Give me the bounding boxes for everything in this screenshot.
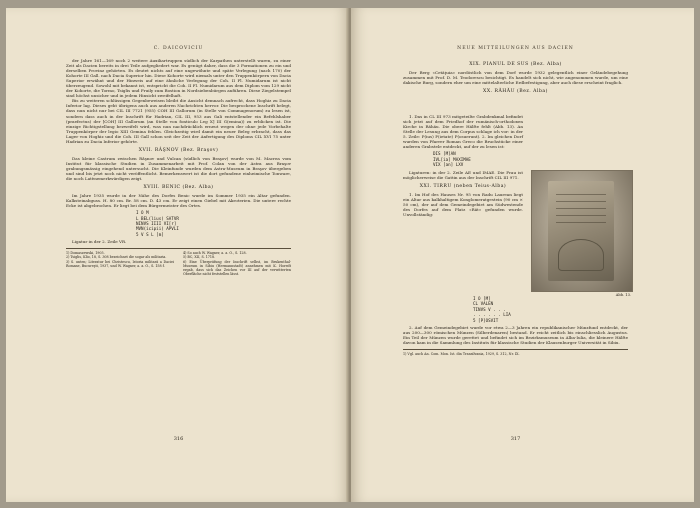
footnote: 1) Vgl. auch An. Com. Mon. Ist. din Transilvania, 1929, S. 312, Nr. IX. [403,352,520,357]
inscription [473,296,628,323]
section-heading: XXI. TIRRU (neben Teius-Alba) [419,183,507,189]
inscription-line: I O [M] [473,296,491,301]
figure-caption: Abb. 13. [615,293,631,297]
section-heading: XX. RĂHĂU (Bez. Alba) [483,89,548,95]
tombstone-photo [531,170,633,292]
paragraph: 2. Auf dem Gemeindegebiet wurde vor etwa 2—3 Jahren ein republikanischer Münzfund entdeckt, der aus 200—300 römischen Münzen (Silberdenaren) bestand. Er reicht zeitlich bis einschliesslich Augustus. Ein Teil der Münzen wurde gerettet und befindet sich im Bezirksmuseum in Alba-Iulia, die kleinere Hälfte davon kam in die Sammlung des Instituts für klassische Studien der Klausenburger Universität in Sibiu. [403,325,628,346]
inscription-line: TINVS V . . . [473,306,506,312]
paragraph: Im Jahre 1935 wurde in der Nähe des Dorfes Benic wurde im Sommer 1935 ein Altar gefunden. Kalksteinabguss. H. 80 cm. Br. 58 cm. D. 43 cm. Er zeigt einen Giebel mit Akroterien. Die untere rechte Ecke ist abgebrochen. Er liegt bei dem Bürgermeister des Ortes. [66,193,291,209]
left-text-column [66,58,291,276]
footnotes [66,248,291,276]
inscription-line: IVL[ia] MAXIMAE [433,156,471,162]
right-text-column-top [403,58,628,97]
footnote: 3) S. unten; Literatur bei Christescu, Istoria militară a Daciei Romane, Bucureşti, 1937, und W. Wagner, a. a. O., S. 158 f. [66,259,174,268]
paragraph: Bis zu weiteren schlüssigen Gegenbeweisen bleibt die Ansicht demnach aufrecht, dass Hoghiz zu Dacia Inferior lag. Dieses geht übrigens auch aus anderen Nachrichten hervor. Die besprochene Inschrift belegt, dass nun nicht nur bei CIL III 7721 (955) COH III Gallorum (in Stelle von Commagenorum) zu lesen ist, sondern dass auch in der Inschrift für Hadrian, CIL III, 953 aus Gali entstellender ein Befehlshaber (praefectus) der [COH] III Gallorum (an Stelle von fonticulo Leg X] III G(emina)) zu erblicken ist. Die einzige Richtigstellung bezweifelt wird, was nun nachdrücklich erneut wegen der ohne jede Vorbehalte Truppenkörper der legio XIII Gemina fehlen. Gleichzeitig wird damit ein neuer Beleg erbracht, dass das Lager von Hoghiz und die Coh. III Gall schon seit der Zeit der Anfertigung des Diploms CIL XVI 75 unter Hadrian zu Dacia Inferior gehörte. [66,98,291,144]
running-head: NEUE MITTEILUNGEN AUS DACIEN [457,46,574,51]
inscription [433,151,523,167]
right-page [351,8,694,502]
paragraph: Ligaturen: in der 2. Zeile AE und IMAE. Die Frau ist möglicherweise die Gattin aus der Inschrift CIL III 971. [403,169,523,180]
page-number: 316 [173,436,184,442]
footnote: 6) Eine Überprüfung der Inschrift selbst, im Brukenthal-Museum in Sibiu (Hermannstadt) annehmen mit K. Horedt ergab, dass sich das Zeichen vor III auf der verwitterten Oberfläche nicht feststellen lässt. [183,259,291,276]
footnotes [403,349,628,356]
inscription-line: CL VALEN [473,301,494,307]
inscription-line: NINVS IIII VI[r] [136,221,177,227]
section-heading: XVIII. BENIC (Bez. Alba) [143,185,214,191]
inscription-line: MVN(icipii) APVLI [136,226,179,232]
ligature-note: Ligatur in der 2. Zeile VR. [72,239,127,245]
footnote: 1) Domaszewski, 1905. [66,251,105,256]
footnote: 5) BC, XII, S. 1718. [183,255,216,260]
page-number: 317 [510,436,521,442]
inscription-line: 5 V S L [m] [136,231,164,237]
inscription-line: VIX [an] LXV [433,162,464,168]
inscription-line: I O M [136,210,149,216]
paragraph: Der Berg «Cetăţuia» nordöstlich von dem Dorf wurde 1932 gelegentlich einer Geländebegehung zusammen mit Prof. D. M. Teodorescu besichtigt. Es handelt sich nicht, wie angenommen wurde, um eine dakische Burg, sondern eher um eine mittelalterliche Erdbefestigung, aber auch diese erscheint fraglich. [403,70,628,86]
left-page [6,8,349,502]
paragraph: Das kleine Castrum zwischen Râşnov und Vulcan (südlich von Braşov) wurde von M. Macrea vom Institut für klassische Studien in Zusammenarbeit mit Prof. Colan von der Astra aus Braşov grabungsmässig eingehend untersucht. Die Kleinfunde wurden dem Astra-Museum in Braşov übergeben und sind bis jetzt noch nicht veröffentlicht. Bemerkenswert ist die dort gefundene einheimische Tonware, die noch Latènemerkwürdigen zeigt. [66,155,291,182]
footnote: 4) So auch W. Wagner, a. a. O., S. 128. [183,251,247,256]
inscription-line: . . . . . . LIA [473,312,511,318]
section-heading: XIX. PIANUL DE SUS (Bez. Alba) [469,62,562,67]
section-heading: XVII. RÂŞNOV (Bez. Braşov) [138,147,219,153]
footnote-column [403,352,628,356]
inscription-line: L BEL(lius) SATVR [136,215,179,221]
right-text-column-bottom [403,294,628,356]
paragraph: der Jahre 161—169 noch 2 weitere Auxiliartruppen südlich der Karpathen unterstellt waren, zu einer Zeit als Dacien bereits in drei Teile aufgegliedert war. Es genügt daher, dass die 3 Formationen zu ein und derselben Provinz gehörten. Es deutet nichts auf eine ungewöhnte und späte Verlegung (nach 170) der Kohorte III Gall. nach Dacia Superior hin. Diese Kohorte wird niemals unter den Truppenkörpern von Dacia Superior erwähnt und der Hinweis auf eine ähnliche Verlegung der Coh. II Fl. Numidarum ist nicht überzeugend. Sowohl mit bekannt ist, entspricht die Coh. II Fl. Numidarum aus dem Diplom vom 129 nicht der Kohorte, die Tormo, Tsiglis und Fruily zum Bostion in Nordsiebenbürgen anführen. Diese Ziegelstempel sind höchst unsicher und in jedem Hinsicht zweifelhaft. [66,58,291,99]
inscription-line: 5 [P]OSVIT [473,317,499,323]
right-text-column-wrapped [403,114,523,217]
running-head: C. DAICOVICIU [153,46,204,51]
footnote: 2) Tsiglis, Klio, 18, S. 308 bezeichnet die sogar als militaria. [66,255,167,260]
paragraph: 1. Im Hof des Hauses Nr. 95 von Radu Laurean liegt ein Altar aus kalkhaltigem Konglomeratgestein (90 cm × 50 cm), der auf dem Gemeindegebiet am Südwestende des Dorfes auf dem Platz «Răt» gefunden wurde. Unvollständig: [403,191,523,217]
footnote-column-left [66,251,174,276]
paragraph: 1. Das in CL III 973 mitgeteilte Grabdenkmal befindet sich jetzt auf dem Friedhof der rumänisch-orthodoxen Kirche in Răhău. Die obere Hälfte fehlt (Abb. 13). An Stelle der Lesung aus dem Corpus schlage ich vor: in der 5. Zeile: P(ius) P(ietate) P(osuerunt). 2. Im gleichen Dorf wurden von Pfarrer Roman Greco die Bruchstücke einer anderen Grabstele entdeckt, auf der zu lesen ist: [403,114,523,150]
inscription [136,210,291,237]
inscription-line: DIS [M]AN [433,151,456,157]
stele-image [548,181,614,281]
footnote-column-right [183,251,291,276]
